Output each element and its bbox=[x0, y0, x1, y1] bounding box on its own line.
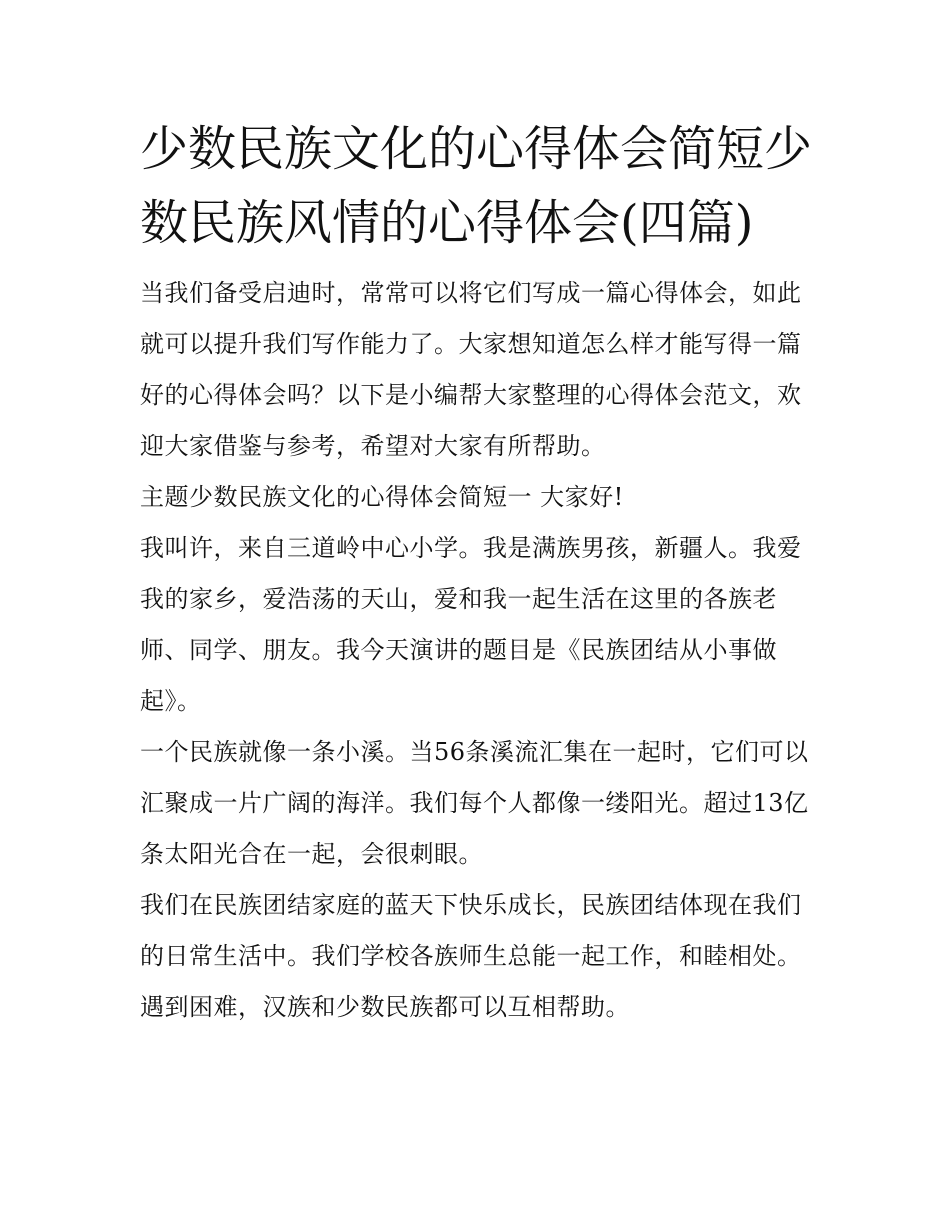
paragraph-unity-daily-life: 我们在民族团结家庭的蓝天下快乐成长，民族团结体现在我们的日常生活中。我们学校各族师生总能一起工作，和睦相处。遇到困难，汉族和少数民族都可以互相帮助。 bbox=[140, 891, 802, 1021]
paragraph-topic-heading: 主题少数民族文化的心得体会简短一 大家好! bbox=[140, 483, 624, 511]
paragraph-intro: 当我们备受启迪时，常常可以将它们写成一篇心得体会，如此就可以提升我们写作能力了。大家想知道怎么样才能写得一篇好的心得体会吗？以下是小编帮大家整理的心得体会范文，欢迎大家借鉴与参考，希望对大家有所帮助。 bbox=[140, 279, 802, 460]
paragraph-stream-metaphor: 一个民族就像一条小溪。当56条溪流汇集在一起时，它们可以汇聚成一片广阔的海洋。我们每个人都像一缕阳光。超过13亿条太阳光合在一起，会很刺眼。 bbox=[140, 738, 809, 868]
paragraph-self-introduction: 我叫许，来自三道岭中心小学。我是满族男孩，新疆人。我爱我的家乡，爱浩荡的天山，爱和我一起生活在这里的各族老师、同学、朋友。我今天演讲的题目是《民族团结从小事做起》。 bbox=[140, 534, 802, 715]
document-title: 少数民族文化的心得体会简短少数民族风情的心得体会(四篇) bbox=[140, 121, 813, 251]
document-body bbox=[140, 112, 820, 1033]
